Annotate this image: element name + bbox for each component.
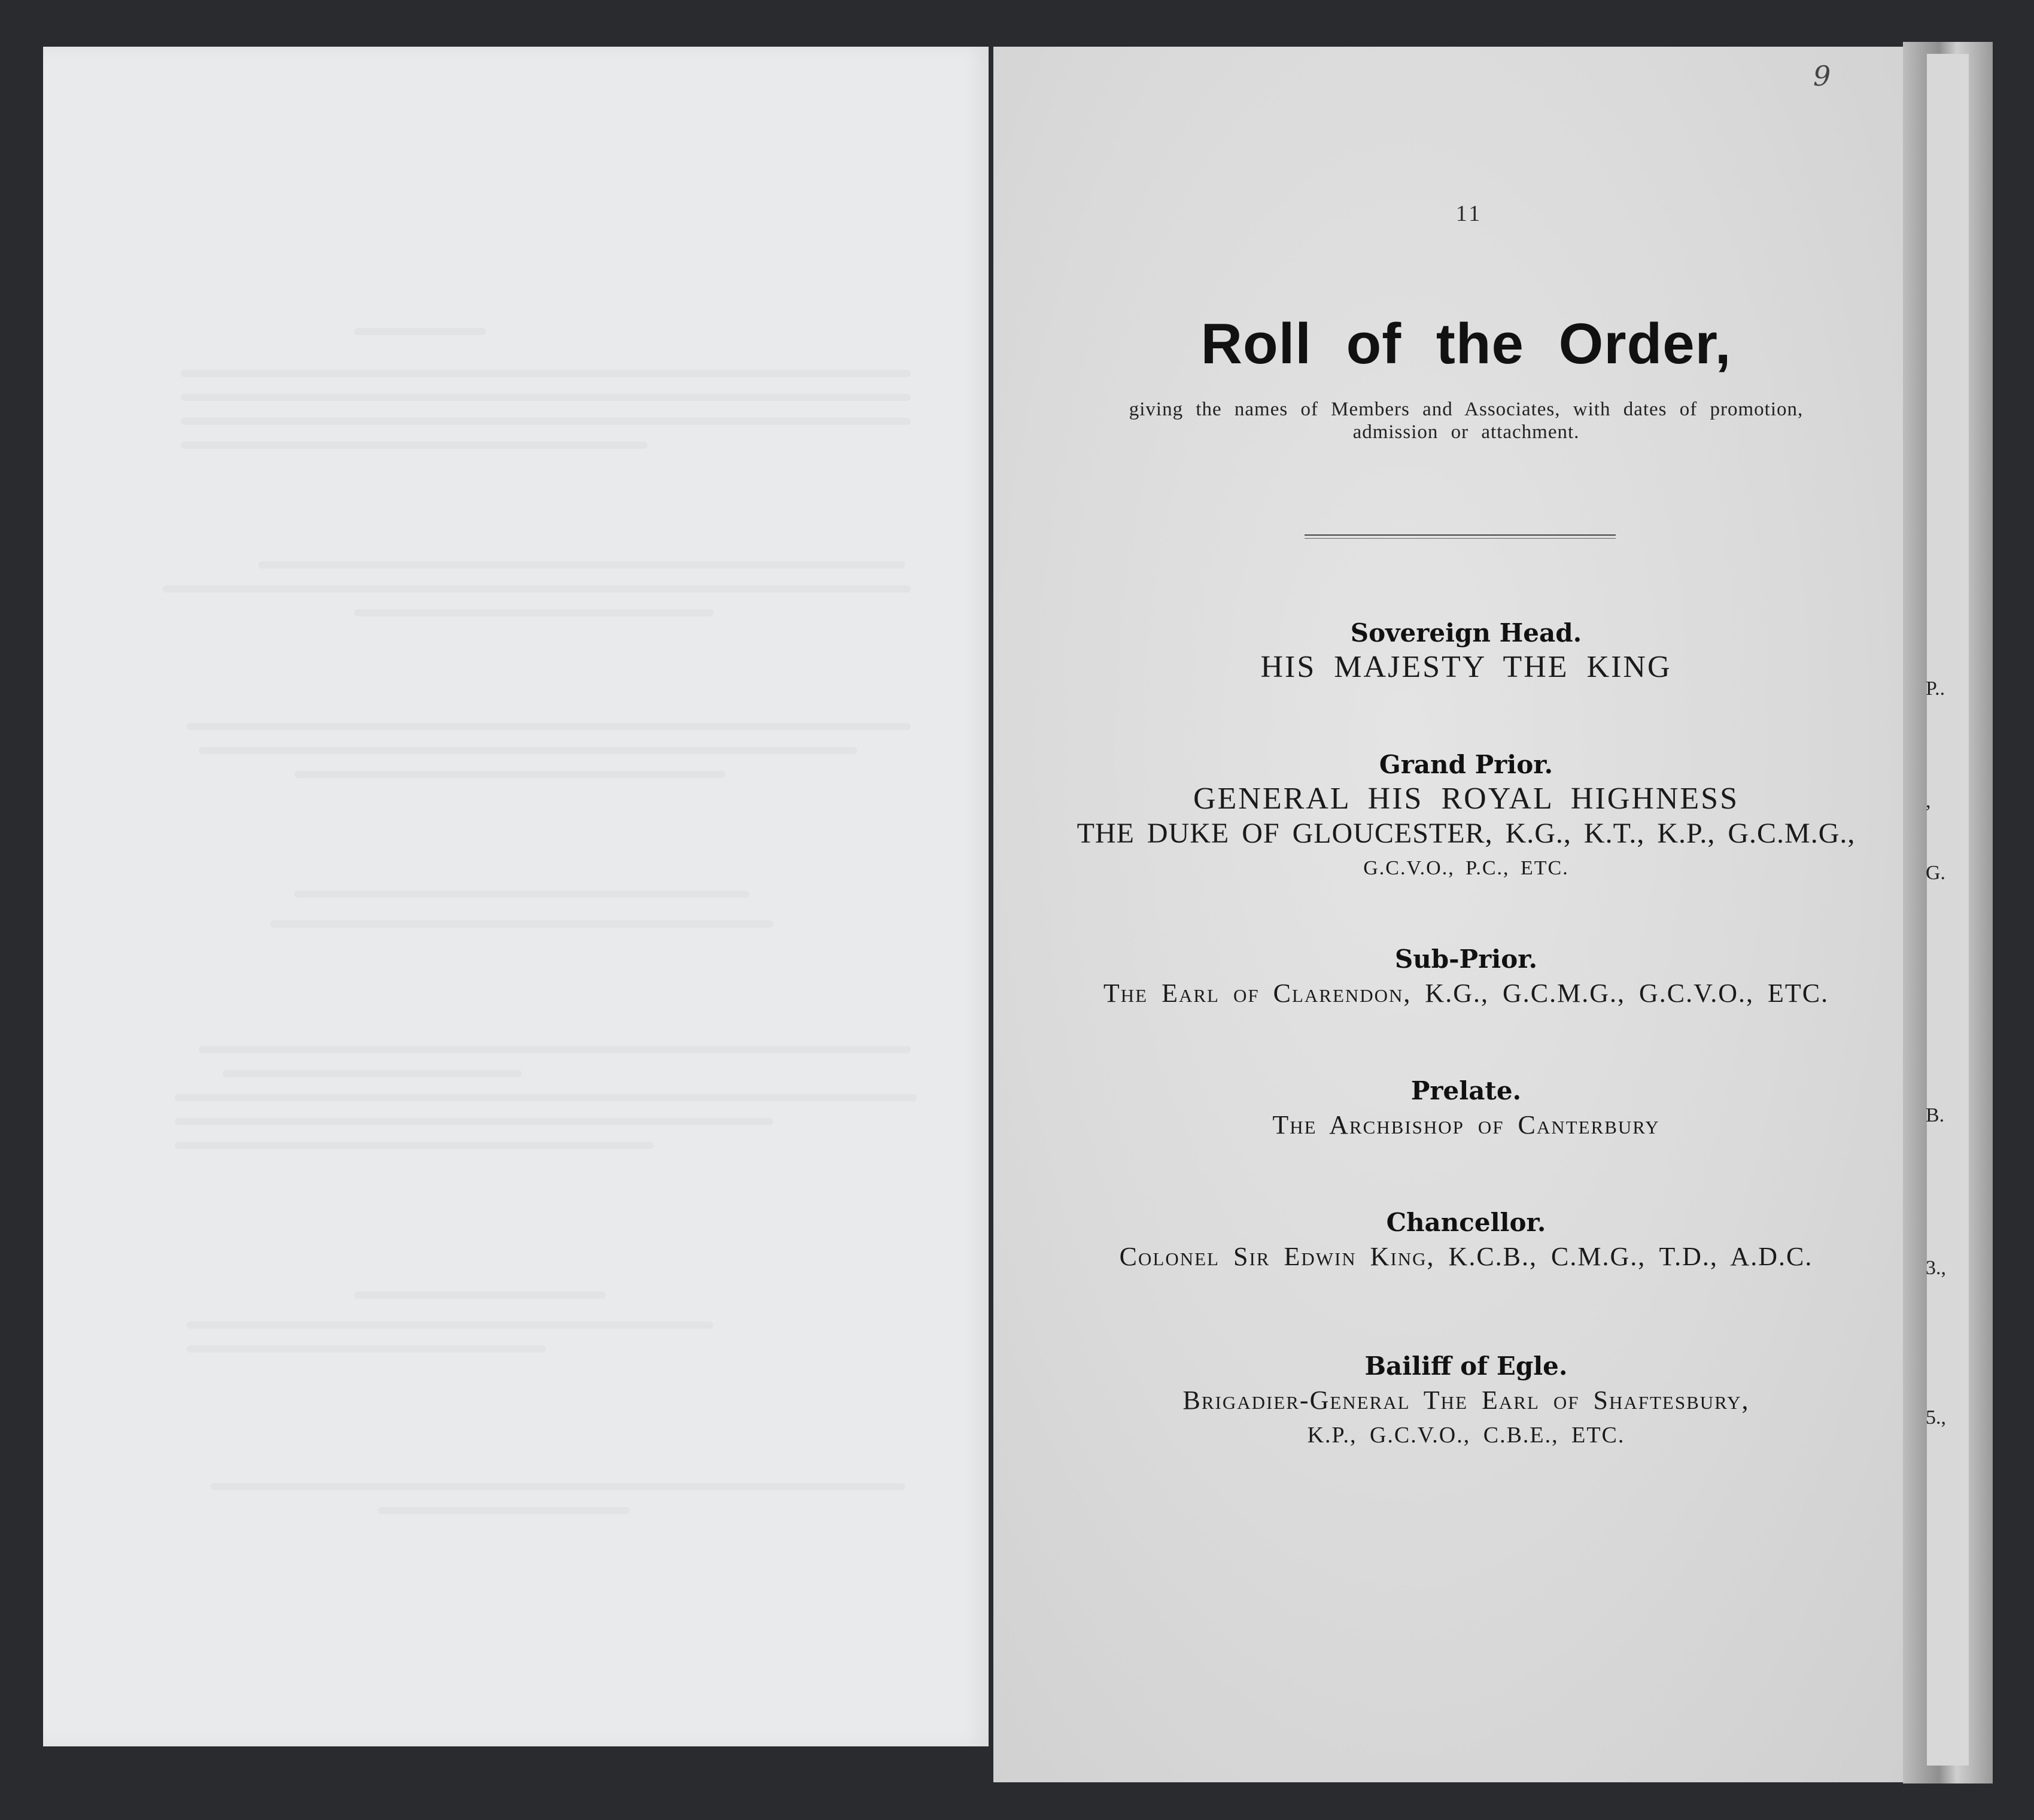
- section-line: The Archbishop of Canterbury: [1272, 1110, 1660, 1140]
- section-heading: Sovereign Head.: [1350, 618, 1582, 648]
- section-line: K.P., G.C.V.O., C.B.E., ETC.: [1307, 1423, 1625, 1448]
- section-chancellor: [1041, 1206, 1891, 1274]
- margin-text-fragment: 5.,: [1926, 1406, 1946, 1429]
- margin-text-fragment: B.: [1926, 1104, 1945, 1126]
- handwritten-page-mark: 9: [1813, 60, 1831, 92]
- section-prelate: [1041, 1074, 1891, 1143]
- left-page-blank: [43, 47, 989, 1746]
- subtitle-line: admission or attachment.: [1352, 421, 1580, 443]
- margin-text-fragment: P..: [1926, 677, 1945, 700]
- section-line: Brigadier-General The Earl of Shaftesbury,: [1182, 1385, 1750, 1415]
- section-line: GENERAL HIS ROYAL HIGHNESS: [1193, 782, 1740, 816]
- section-heading: Bailiff of Egle.: [1364, 1351, 1568, 1381]
- section-grand-prior: [1041, 748, 1891, 886]
- section-line: THE DUKE OF GLOUCESTER, K.G., K.T., K.P., G.C.M.G.,: [1077, 818, 1856, 849]
- section-line: HIS MAJESTY THE KING: [1260, 650, 1672, 684]
- page-stack-edge-inner: [1927, 54, 1969, 1766]
- page-subtitle: [1041, 398, 1891, 443]
- margin-text-fragment: 3.,: [1926, 1257, 1946, 1279]
- section-line: G.C.V.O., P.C., ETC.: [1363, 857, 1569, 879]
- bleed-through-text: [43, 47, 989, 1746]
- page-number: 11: [1455, 201, 1483, 226]
- section-heading: Sub-Prior.: [1394, 944, 1538, 974]
- section-heading: Prelate.: [1410, 1076, 1522, 1105]
- section-line: The Earl of Clarendon, K.G., G.C.M.G., G.C.V.O., ETC.: [1103, 979, 1829, 1008]
- margin-text-fragment: ,: [1926, 790, 1931, 812]
- subtitle-line: giving the names of Members and Associates, with dates of promotion,: [1129, 399, 1804, 420]
- margin-text-fragment: G.: [1926, 862, 1946, 884]
- section-heading: Grand Prior.: [1379, 750, 1553, 779]
- page-title: Roll of the Order,: [1200, 312, 1732, 376]
- section-bailiff: [1041, 1350, 1891, 1453]
- section-line: Colonel Sir Edwin King, K.C.B., C.M.G., T.D., A.D.C.: [1119, 1242, 1813, 1271]
- section-heading: Chancellor.: [1386, 1208, 1546, 1237]
- section-sub-prior: [1041, 943, 1891, 1011]
- section-sovereign-head: [1041, 616, 1891, 685]
- divider-rule: [1305, 534, 1616, 539]
- right-page: [993, 47, 1903, 1782]
